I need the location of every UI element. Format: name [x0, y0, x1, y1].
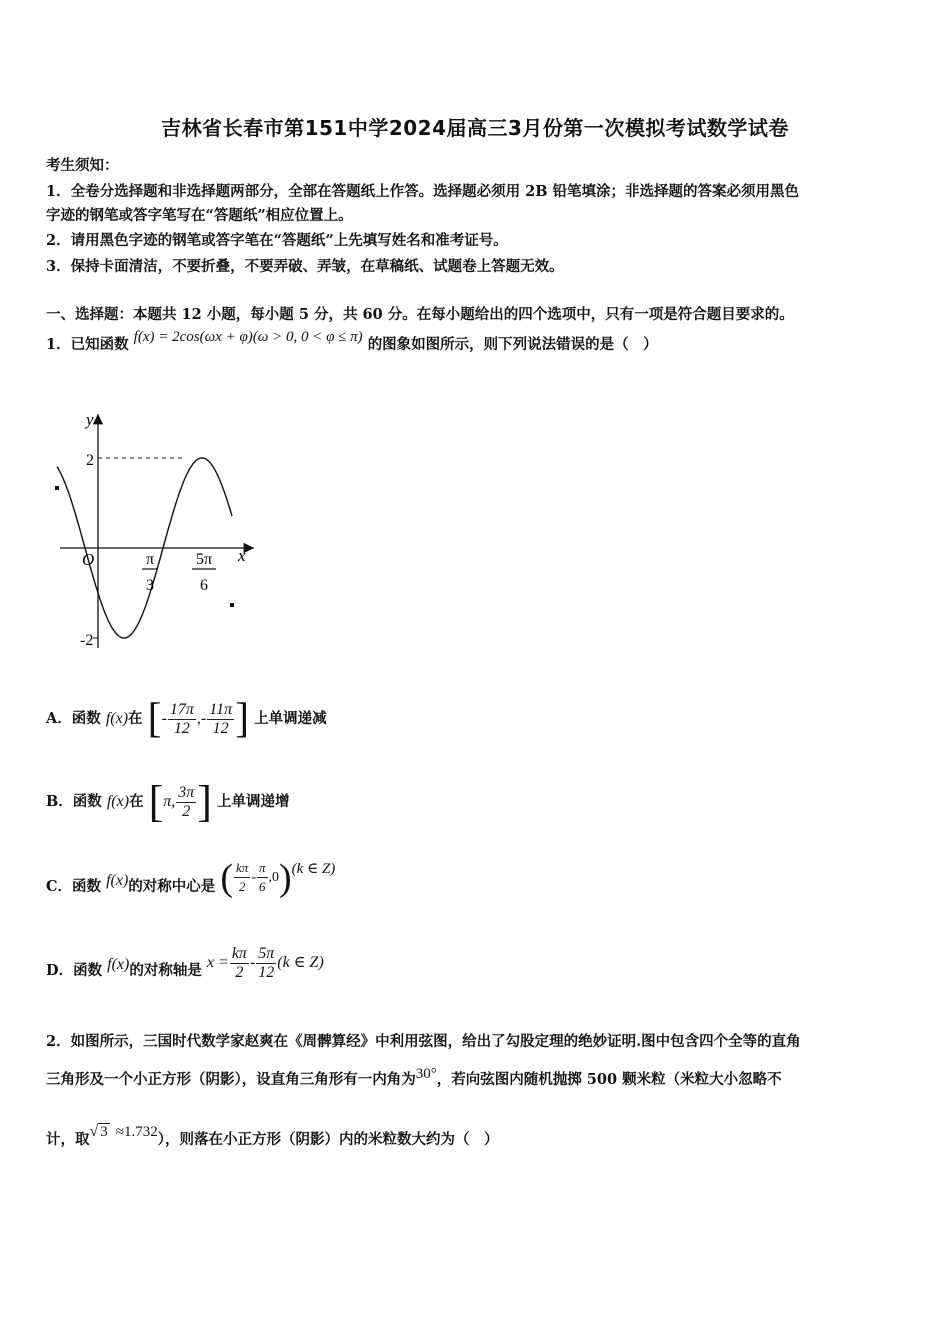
option-c-tail: ,0 — [268, 870, 280, 885]
option-c-frac1: $\frac{k\pi}{2}$ — [236, 860, 249, 894]
option-d-mid: 的对称轴是 — [129, 962, 202, 979]
option-c-cond: (k ∈ Z) — [291, 861, 336, 877]
option-b-frac: $\frac{3\pi}{2}$ — [178, 783, 195, 820]
option-c-label: C．函数 — [46, 878, 102, 895]
q1-suffix: 的图象如图所示，则下列说法错误的是（ ） — [367, 336, 658, 353]
q2-line-2 — [46, 1068, 782, 1089]
origin-label: O — [82, 550, 95, 569]
curve-start-point — [55, 486, 59, 490]
option-c-fx: f(x) — [106, 872, 129, 889]
curve-end-point — [230, 603, 234, 607]
tick-5pi-6-num: 5π — [195, 551, 213, 568]
y-axis-label: y — [86, 410, 94, 429]
option-b[interactable]: B．函数 f(x)在 [π, $\frac{3\pi}{2}$ ] 上单调递增 — [46, 777, 290, 826]
notice-line-2: 2．请用黑色字迹的钢笔或答字笔在“答题纸”上先填写姓名和准考证号。 — [46, 232, 508, 249]
option-a-sep: ,- — [196, 710, 207, 727]
q1-formula: f(x) = 2cos(ωx + φ)(ω > 0, 0 < φ ≤ π) — [133, 329, 363, 345]
tick-pi-3-num: π — [145, 551, 155, 568]
q2-line-1: 2．如图所示，三国时代数学家赵爽在《周髀算经》中利用弦图，给出了勾股定理的绝妙证明.图中包含四个全等的直角 — [46, 1033, 801, 1050]
q1-prefix: 1．已知函数 — [46, 336, 129, 353]
notice-heading: 考生须知： — [46, 157, 119, 174]
option-b-fx: f(x) — [106, 793, 130, 810]
option-d-label: D．函数 — [46, 962, 103, 979]
q2-line-3b: ），则落在小正方形（阴影）内的米粒数大约为（ ） — [157, 1131, 499, 1148]
option-a-frac2: $\frac{11\pi}{12}$ — [209, 700, 233, 737]
function-graph — [46, 400, 266, 670]
option-d-frac2: $\frac{5\pi}{12}$ — [258, 944, 275, 981]
option-d-fx: f(x) — [107, 956, 130, 973]
option-d-minus: - — [249, 954, 256, 971]
option-a[interactable]: A．函数 f(x)在 [- $\frac{17\pi}{12}$ ,- $\frac{11\pi}{12}$ ] 上单调递减 — [46, 696, 327, 742]
option-d-lhs: x = — [206, 954, 229, 971]
option-a-frac1: $\frac{17\pi}{12}$ — [169, 700, 194, 737]
option-b-end: 上单调递增 — [217, 793, 290, 810]
tick-pi-3-den: 3 — [146, 577, 154, 594]
q2-angle: 30° — [415, 1066, 437, 1082]
option-d[interactable] — [46, 946, 324, 996]
x-axis-label: x — [238, 546, 246, 565]
option-c[interactable]: C．函数 f(x)的对称中心是 ( $\frac{k\pi}{2}$ - $\frac{\pi}{6}$ ,0)(k ∈ Z) — [46, 856, 336, 899]
option-a-minus: - — [161, 710, 167, 727]
option-c-frac2: $\frac{\pi}{6}$ — [259, 860, 266, 894]
option-b-label: B．函数 — [46, 793, 102, 810]
q2-line-2a: 三角形及一个小正方形（阴影），设直角三角形有一内角为 — [46, 1071, 416, 1088]
tick-5pi-6-den: 6 — [200, 577, 208, 594]
q2-line-2b: ，若向弦图内随机抛掷 500 颗米粒（米粒大小忽略不 — [436, 1071, 782, 1088]
option-b-a: π, — [163, 793, 176, 810]
option-c-mid: 的对称中心是 — [128, 878, 216, 895]
option-d-frac1: $\frac{k\pi}{2}$ — [231, 944, 247, 981]
q2-sqrt: 3 — [100, 1124, 108, 1140]
option-d-cond: (k ∈ Z) — [277, 954, 324, 971]
notice-line-3: 3．保持卡面清洁，不要折叠，不要弄破、弄皱，在草稿纸、试题卷上答题无效。 — [46, 258, 564, 275]
option-a-fx: f(x) — [105, 710, 129, 727]
y-max-label: 2 — [86, 452, 94, 469]
option-a-label: A．函数 — [46, 710, 101, 727]
y-min-label: -2 — [80, 632, 94, 649]
section-heading: 一、选择题：本题共 12 小题，每小题 5 分，共 60 分。在每小题给出的四个选项中，只有一项是符合题目要求的。 — [46, 306, 794, 323]
notice-line-1a: 1．全卷分选择题和非选择题两部分，全部在答题纸上作答。选择题必须用 2B 铅笔填涂；非选择题的答案必须用黑色 — [46, 183, 800, 200]
option-b-mid: 在 — [129, 793, 144, 810]
option-a-mid: 在 — [128, 710, 143, 727]
page-title: 吉林省长春市第151中学2024届高三3月份第一次模拟考试数学试卷 — [161, 116, 789, 140]
option-c-minus: - — [251, 870, 256, 885]
q2-line-3a: 计，取 — [46, 1131, 90, 1148]
question-1 — [46, 329, 658, 354]
option-a-end: 上单调递减 — [254, 710, 327, 727]
notice-line-1b: 字迹的钢笔或答字笔写在“答题纸”相应位置上。 — [46, 207, 353, 224]
q2-approx: ≈1.732 — [115, 1124, 158, 1140]
q2-line-3: 计，取√ 3 ≈1.732），则落在小正方形（阴影）内的米粒数大约为（ ） — [46, 1123, 499, 1148]
